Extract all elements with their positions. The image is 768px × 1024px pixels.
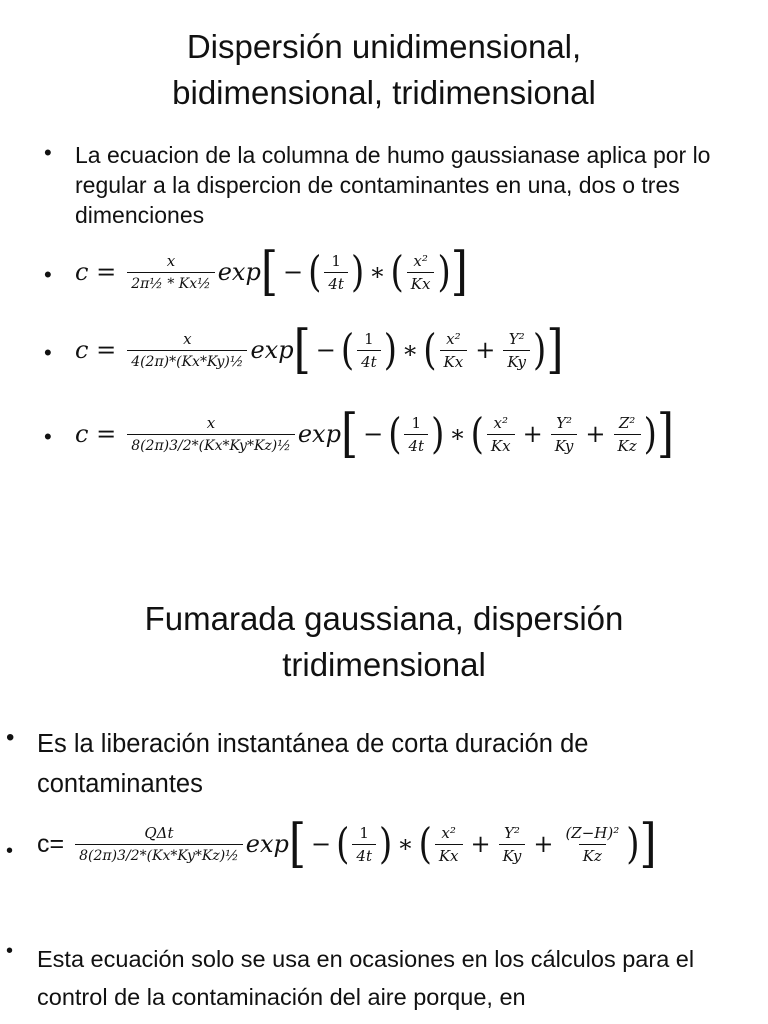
bullet-dot: • [44,424,52,449]
plus-sign: + [522,420,543,448]
factor-numerator: 1 [331,251,341,270]
term-fraction [561,824,623,865]
fraction-numerator: QΔt [144,823,174,842]
minus-sign: − [311,830,332,858]
open-paren: ( [336,819,350,869]
equation-lhs: c = [75,258,117,286]
term-numerator: x² [441,823,456,842]
term-numerator: (Z−H)² [565,823,620,842]
term-numerator: Y² [556,413,573,432]
slide-two-title-line2: tridimensional [282,646,486,683]
close-paren: ) [383,325,397,375]
close-paren: ) [437,247,451,297]
bullet-dot: • [44,340,52,365]
open-paren: ( [418,819,432,869]
slide-one-title-line1: Dispersión unidimensional, [186,28,582,65]
bullet-dot: • [6,940,14,962]
usage-note-text: Esta ecuación solo se usa en ocasiones en los cálculos para el control de la contaminación del aire porque, en [37,946,695,1010]
slide-one-title [40,24,728,116]
multiply-sign: ∗ [449,420,466,448]
bullet-dot: • [44,140,52,165]
close-paren: ) [533,325,547,375]
term-fraction [487,414,515,455]
multiply-sign: ∗ [397,830,414,858]
close-bracket: ] [639,812,657,874]
open-paren: ( [308,247,322,297]
factor-fraction [404,414,428,455]
factor-denominator: 4t [324,272,348,293]
intro-text: La ecuacion de la columna de humo gaussianase aplica por lo regular a la dispercion de contaminantes en una, dos o tres dimenciones [75,142,711,228]
plus-sign: + [475,336,496,364]
term-fraction [440,330,468,371]
close-paren: ) [350,247,365,297]
equation-one-bullet [44,240,734,304]
term-denominator: Ky [503,350,530,371]
term-numerator: x² [493,413,508,432]
bullet-dot: • [6,840,14,862]
exp-function: exp [217,258,261,286]
plus-sign: + [533,830,554,858]
term-denominator: Kz [614,434,641,455]
close-bracket: ] [546,318,564,380]
factor-denominator: 4t [357,350,381,371]
equation-lhs: c = [75,420,117,448]
open-bracket: [ [293,318,311,380]
factor-numerator: 1 [364,329,374,348]
term-denominator: Ky [499,844,526,865]
puff-equation-bullet [6,812,746,884]
factor-denominator: 4t [352,844,376,865]
open-paren: ( [390,247,404,297]
exp-function: exp [250,336,294,364]
factor-numerator: 1 [359,823,369,842]
open-paren: ( [423,325,437,375]
equation-lhs: c = [75,336,117,364]
equation-main-fraction [127,330,247,371]
definition-text: Es la liberación instantánea de corta duración de contaminantes [37,730,589,798]
term-fraction [614,414,641,455]
equation-three-bullet [44,402,734,466]
term-fraction [551,414,578,455]
slide-one-title-line2: bidimensional, tridimensional [172,74,596,111]
factor-fraction [357,330,381,371]
fraction-numerator: x [183,329,192,348]
term-numerator: x² [446,329,461,348]
minus-sign: − [315,336,336,364]
equation-main-fraction [127,252,215,293]
term-fraction [407,252,435,293]
term-denominator: Kx [407,272,435,293]
equation-one [75,240,734,302]
open-paren: ( [470,409,484,459]
slide-two-title-line1: Fumarada gaussiana, dispersión [144,600,624,637]
term-denominator: Kz [579,844,606,865]
factor-denominator: 4t [404,434,428,455]
bullet-dot: • [6,724,15,751]
minus-sign: − [282,258,304,286]
equation-main-fraction [75,824,243,865]
equation-two-bullet [44,318,734,382]
term-fraction [499,824,526,865]
slide-two-title [40,596,728,688]
fraction-denominator: 2π½ * Kx½ [127,272,215,293]
factor-fraction [352,824,376,865]
fraction-denominator: 8(2π)3/2*(Kx*Ky*Kz)½ [75,844,243,865]
exp-function: exp [297,420,341,448]
equation-main-fraction [127,414,295,455]
plus-sign: + [470,830,491,858]
factor-numerator: 1 [411,413,422,432]
close-bracket: ] [656,402,675,464]
factor-fraction [324,252,348,293]
open-bracket: [ [288,812,307,874]
open-paren: ( [340,325,355,375]
multiply-sign: ∗ [401,336,419,364]
plus-sign: + [585,420,606,448]
term-fraction [435,824,463,865]
exp-function: exp [245,830,289,858]
close-paren: ) [643,409,657,459]
term-numerator: Y² [508,329,525,348]
close-paren: ) [378,819,393,869]
close-paren: ) [626,819,640,869]
slide-one [0,0,768,500]
term-denominator: Kx [440,350,468,371]
fraction-numerator: x [166,251,176,270]
fraction-denominator: 8(2π)3/2*(Kx*Ky*Kz)½ [127,434,295,455]
term-numerator: Z² [618,413,636,432]
open-bracket: [ [260,240,278,302]
puff-equation [37,812,746,874]
term-denominator: Ky [551,434,578,455]
open-paren: ( [388,409,402,459]
close-paren: ) [431,409,445,459]
fraction-denominator: 4(2π)*(Kx*Ky)½ [127,350,247,371]
term-numerator: x² [413,251,428,270]
slide-two [0,590,768,1024]
term-denominator: Kx [435,844,463,865]
close-bracket: ] [450,240,468,302]
minus-sign: − [363,420,384,448]
term-numerator: Y² [504,823,520,842]
equation-three [75,402,734,464]
bullet-dot: • [44,262,52,287]
multiply-sign: ∗ [369,258,386,286]
term-denominator: Kx [487,434,515,455]
open-bracket: [ [340,402,359,464]
equation-two [75,318,734,380]
term-fraction [503,330,530,371]
fraction-numerator: x [206,413,216,432]
equation-lhs: c= [37,829,65,858]
